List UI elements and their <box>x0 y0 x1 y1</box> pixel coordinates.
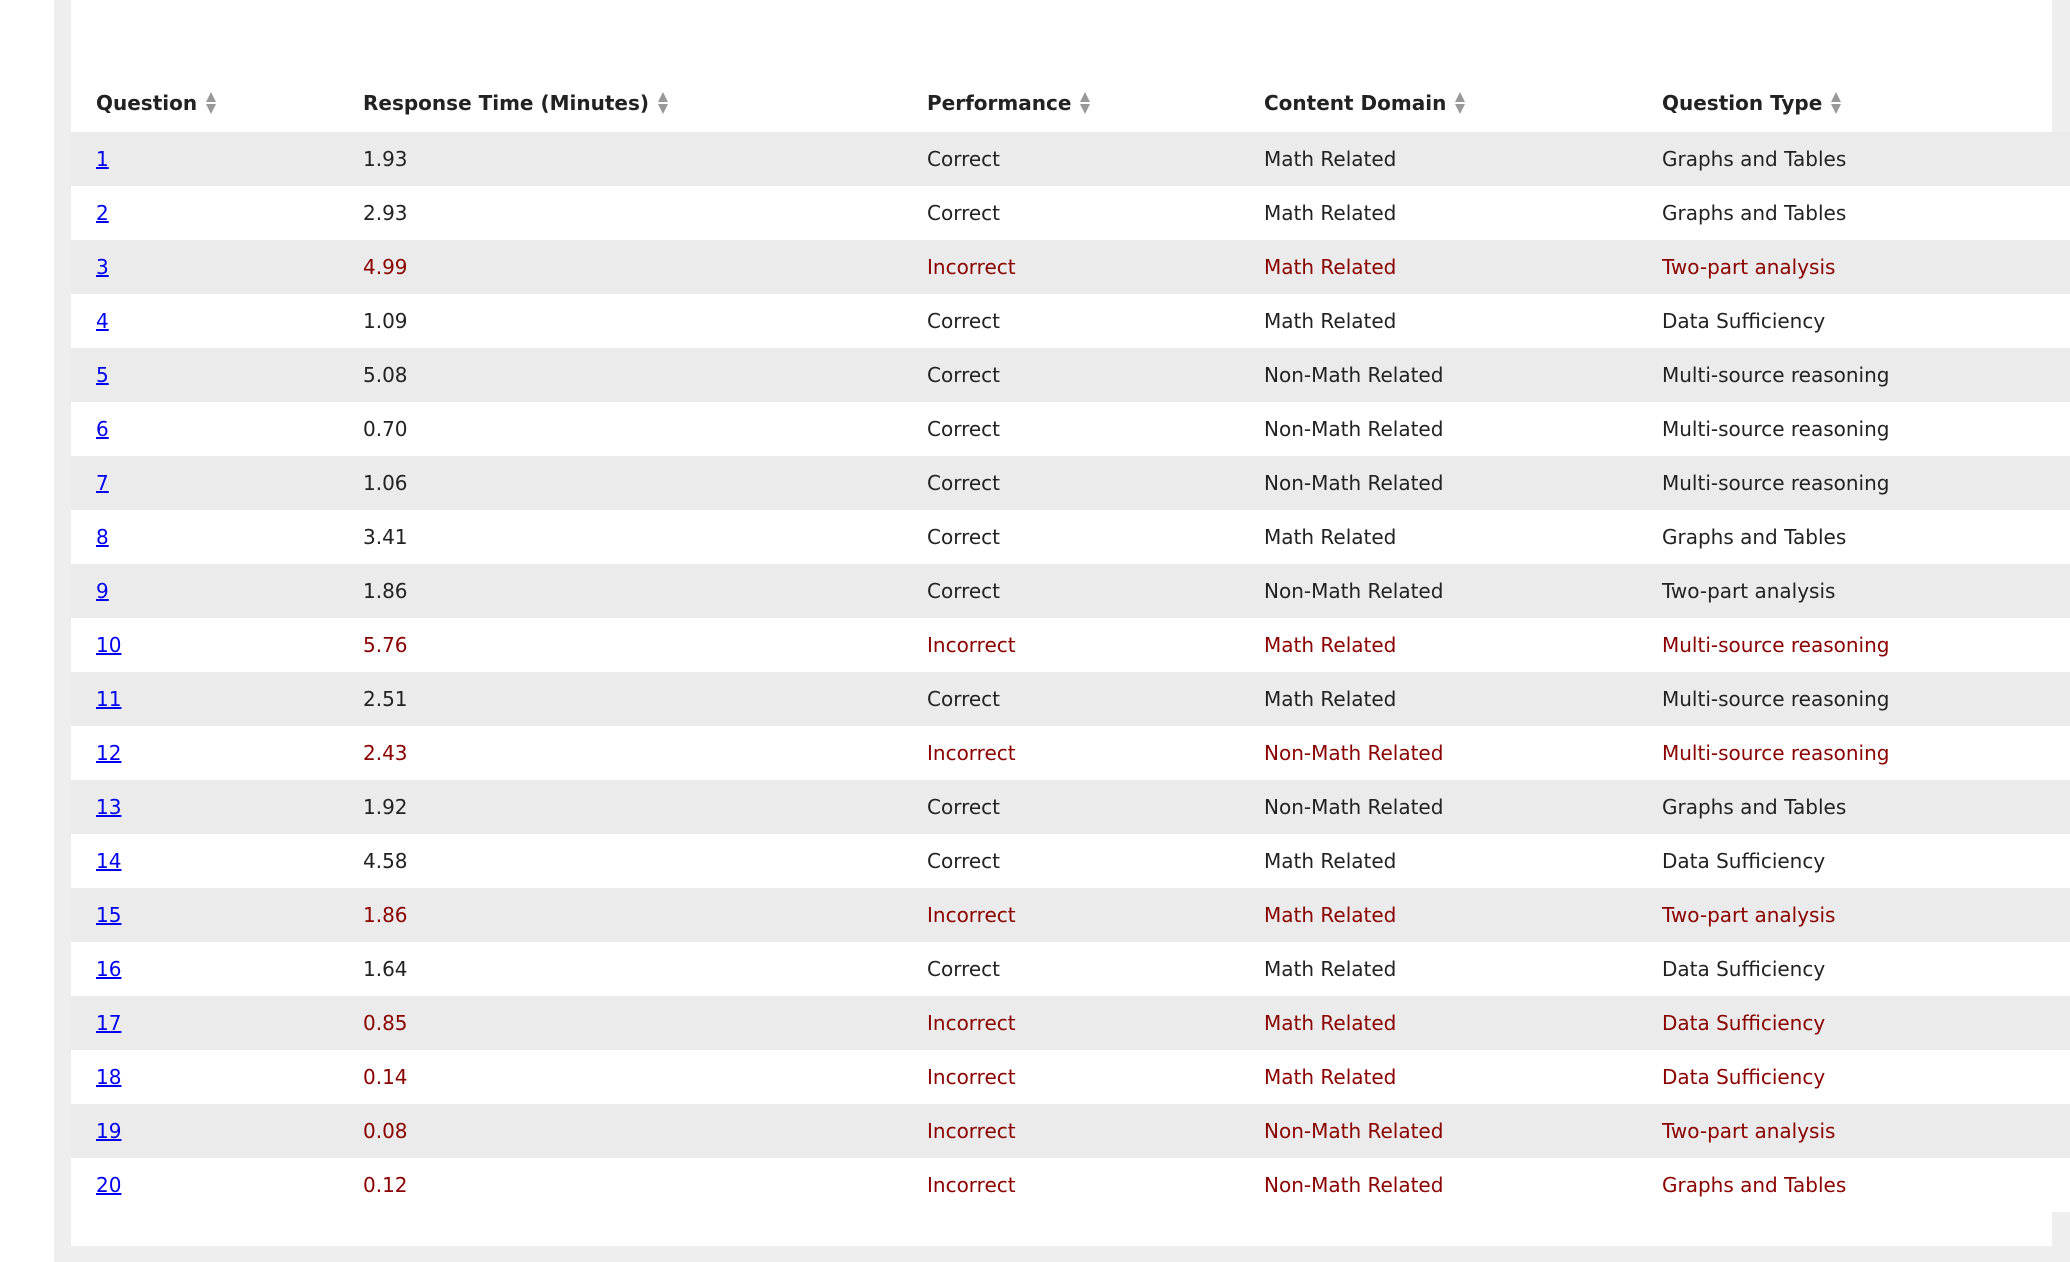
response-time-cell: 0.14 <box>338 1050 902 1104</box>
question-cell <box>71 294 338 348</box>
table-row <box>71 780 2070 834</box>
question-type-cell: Multi-source reasoning <box>1637 456 2070 510</box>
sort-icon[interactable] <box>205 91 217 115</box>
performance-cell: Incorrect <box>902 1104 1239 1158</box>
content-domain-cell: Non-Math Related <box>1239 1104 1637 1158</box>
table-row <box>71 672 2070 726</box>
table-row <box>71 456 2070 510</box>
question-link[interactable]: 2 <box>96 201 109 225</box>
question-link[interactable]: 7 <box>96 471 109 495</box>
question-type-cell: Graphs and Tables <box>1637 1158 2070 1212</box>
sort-icon[interactable] <box>657 91 669 115</box>
content-domain-cell: Math Related <box>1239 240 1637 294</box>
question-type-cell: Data Sufficiency <box>1637 294 2070 348</box>
content-domain-cell: Non-Math Related <box>1239 780 1637 834</box>
question-type-cell: Graphs and Tables <box>1637 132 2070 186</box>
content-domain-cell: Math Related <box>1239 510 1637 564</box>
header-response-time[interactable] <box>338 76 902 132</box>
table-row <box>71 888 2070 942</box>
response-time-cell: 1.64 <box>338 942 902 996</box>
question-type-cell: Multi-source reasoning <box>1637 348 2070 402</box>
response-time-cell: 2.93 <box>338 186 902 240</box>
question-type-cell: Graphs and Tables <box>1637 510 2070 564</box>
header-question[interactable] <box>71 76 338 132</box>
question-type-cell: Multi-source reasoning <box>1637 618 2070 672</box>
table-row <box>71 726 2070 780</box>
question-link[interactable]: 18 <box>96 1065 122 1089</box>
performance-cell: Correct <box>902 186 1239 240</box>
question-link[interactable]: 8 <box>96 525 109 549</box>
content-domain-cell: Non-Math Related <box>1239 564 1637 618</box>
content-domain-cell: Math Related <box>1239 888 1637 942</box>
response-time-cell: 0.08 <box>338 1104 902 1158</box>
response-time-cell: 1.93 <box>338 132 902 186</box>
performance-cell: Correct <box>902 564 1239 618</box>
response-time-cell: 1.92 <box>338 780 902 834</box>
table-row <box>71 294 2070 348</box>
question-link[interactable]: 11 <box>96 687 122 711</box>
question-link[interactable]: 12 <box>96 741 122 765</box>
question-link[interactable]: 5 <box>96 363 109 387</box>
response-time-cell: 3.41 <box>338 510 902 564</box>
question-cell <box>71 996 338 1050</box>
question-link[interactable]: 3 <box>96 255 109 279</box>
question-link[interactable]: 14 <box>96 849 122 873</box>
content-domain-cell: Non-Math Related <box>1239 402 1637 456</box>
question-link[interactable]: 16 <box>96 957 122 981</box>
results-panel <box>71 0 2052 1246</box>
response-time-cell: 0.85 <box>338 996 902 1050</box>
question-cell <box>71 240 338 294</box>
performance-cell: Correct <box>902 672 1239 726</box>
performance-cell: Correct <box>902 510 1239 564</box>
header-performance-label: Performance <box>927 91 1072 116</box>
performance-cell: Correct <box>902 942 1239 996</box>
table-row <box>71 996 2070 1050</box>
table-row <box>71 1158 2070 1212</box>
performance-cell: Correct <box>902 780 1239 834</box>
question-results-table <box>71 76 2070 1212</box>
table-row <box>71 834 2070 888</box>
performance-cell: Incorrect <box>902 240 1239 294</box>
response-time-cell: 2.43 <box>338 726 902 780</box>
question-cell <box>71 510 338 564</box>
table-row <box>71 618 2070 672</box>
question-type-cell: Data Sufficiency <box>1637 942 2070 996</box>
header-question-type[interactable] <box>1637 76 2070 132</box>
question-link[interactable]: 15 <box>96 903 122 927</box>
response-time-cell: 4.58 <box>338 834 902 888</box>
content-domain-cell: Non-Math Related <box>1239 726 1637 780</box>
question-type-cell: Two-part analysis <box>1637 564 2070 618</box>
question-type-cell: Data Sufficiency <box>1637 996 2070 1050</box>
table-row <box>71 942 2070 996</box>
response-time-cell: 0.12 <box>338 1158 902 1212</box>
question-type-cell: Two-part analysis <box>1637 1104 2070 1158</box>
response-time-cell: 0.70 <box>338 402 902 456</box>
performance-cell: Correct <box>902 456 1239 510</box>
table-row <box>71 1050 2070 1104</box>
content-domain-cell: Math Related <box>1239 942 1637 996</box>
table-row <box>71 402 2070 456</box>
table-row <box>71 348 2070 402</box>
question-cell <box>71 942 338 996</box>
content-domain-cell: Non-Math Related <box>1239 348 1637 402</box>
question-cell <box>71 1104 338 1158</box>
question-cell <box>71 402 338 456</box>
content-domain-cell: Math Related <box>1239 834 1637 888</box>
question-type-cell: Two-part analysis <box>1637 240 2070 294</box>
content-domain-cell: Non-Math Related <box>1239 456 1637 510</box>
performance-cell: Correct <box>902 348 1239 402</box>
question-cell <box>71 672 338 726</box>
question-cell <box>71 456 338 510</box>
performance-cell: Correct <box>902 834 1239 888</box>
question-link[interactable]: 10 <box>96 633 122 657</box>
question-type-cell: Multi-source reasoning <box>1637 402 2070 456</box>
question-type-cell: Graphs and Tables <box>1637 780 2070 834</box>
table-row <box>71 564 2070 618</box>
content-domain-cell: Non-Math Related <box>1239 1158 1637 1212</box>
question-link[interactable]: 9 <box>96 579 109 603</box>
content-domain-cell: Math Related <box>1239 186 1637 240</box>
question-link[interactable]: 20 <box>96 1173 122 1197</box>
table-row <box>71 1104 2070 1158</box>
question-cell <box>71 132 338 186</box>
sort-icon[interactable] <box>1454 91 1466 115</box>
performance-cell: Incorrect <box>902 726 1239 780</box>
question-cell <box>71 1050 338 1104</box>
header-row <box>71 76 2070 132</box>
content-domain-cell: Math Related <box>1239 1050 1637 1104</box>
question-type-cell: Data Sufficiency <box>1637 1050 2070 1104</box>
performance-cell: Incorrect <box>902 1158 1239 1212</box>
header-question-type-label: Question Type <box>1662 91 1823 116</box>
question-link[interactable]: 19 <box>96 1119 122 1143</box>
question-type-cell: Data Sufficiency <box>1637 834 2070 888</box>
response-time-cell: 1.06 <box>338 456 902 510</box>
question-cell <box>71 348 338 402</box>
performance-cell: Incorrect <box>902 618 1239 672</box>
response-time-cell: 1.86 <box>338 888 902 942</box>
header-content-domain-label: Content Domain <box>1264 91 1447 116</box>
question-link[interactable]: 13 <box>96 795 122 819</box>
question-cell <box>71 1158 338 1212</box>
response-time-cell: 5.76 <box>338 618 902 672</box>
question-link[interactable]: 1 <box>96 147 109 171</box>
header-content-domain[interactable] <box>1239 76 1637 132</box>
performance-cell: Incorrect <box>902 996 1239 1050</box>
question-link[interactable]: 17 <box>96 1011 122 1035</box>
performance-cell: Correct <box>902 132 1239 186</box>
table-header <box>71 76 2070 132</box>
table-row <box>71 186 2070 240</box>
response-time-cell: 1.09 <box>338 294 902 348</box>
header-performance[interactable] <box>902 76 1239 132</box>
performance-cell: Incorrect <box>902 888 1239 942</box>
question-cell <box>71 834 338 888</box>
question-cell <box>71 618 338 672</box>
content-domain-cell: Math Related <box>1239 672 1637 726</box>
question-type-cell: Multi-source reasoning <box>1637 726 2070 780</box>
table-row <box>71 510 2070 564</box>
question-cell <box>71 888 338 942</box>
content-domain-cell: Math Related <box>1239 996 1637 1050</box>
table-body <box>71 132 2070 1212</box>
question-link[interactable]: 6 <box>96 417 109 441</box>
content-domain-cell: Math Related <box>1239 132 1637 186</box>
content-domain-cell: Math Related <box>1239 294 1637 348</box>
question-type-cell: Two-part analysis <box>1637 888 2070 942</box>
question-type-cell: Multi-source reasoning <box>1637 672 2070 726</box>
response-time-cell: 1.86 <box>338 564 902 618</box>
table-row <box>71 132 2070 186</box>
header-response-time-label: Response Time (Minutes) <box>363 91 650 116</box>
question-cell <box>71 186 338 240</box>
response-time-cell: 4.99 <box>338 240 902 294</box>
performance-cell: Correct <box>902 294 1239 348</box>
sort-icon[interactable] <box>1830 91 1842 115</box>
question-cell <box>71 780 338 834</box>
performance-cell: Incorrect <box>902 1050 1239 1104</box>
sort-icon[interactable] <box>1079 91 1091 115</box>
content-domain-cell: Math Related <box>1239 618 1637 672</box>
performance-cell: Correct <box>902 402 1239 456</box>
question-type-cell: Graphs and Tables <box>1637 186 2070 240</box>
response-time-cell: 5.08 <box>338 348 902 402</box>
response-time-cell: 2.51 <box>338 672 902 726</box>
question-cell <box>71 726 338 780</box>
question-cell <box>71 564 338 618</box>
table-row <box>71 240 2070 294</box>
header-question-label: Question <box>96 91 198 116</box>
question-link[interactable]: 4 <box>96 309 109 333</box>
